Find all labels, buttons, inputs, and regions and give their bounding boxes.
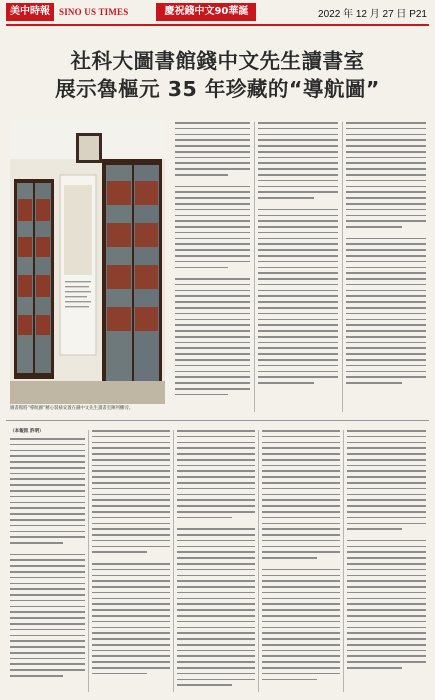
article-column-2	[258, 122, 338, 388]
column-divider	[254, 122, 255, 412]
article-column-5	[92, 430, 170, 679]
article-byline: （本報訊 許明）	[10, 429, 44, 434]
column-divider	[258, 430, 259, 692]
publication-name-english: SINO US TIMES	[59, 7, 129, 17]
masthead-divider	[6, 24, 429, 26]
publication-logo: 美中時報	[6, 3, 54, 21]
column-divider	[342, 122, 343, 412]
masthead	[0, 0, 435, 24]
column-divider	[173, 430, 174, 692]
article-column-3	[346, 122, 426, 388]
article-column-6	[177, 430, 255, 690]
section-title: 慶祝錢中文90華誕	[156, 3, 256, 21]
article-column-7	[262, 430, 340, 684]
section-divider	[6, 420, 429, 421]
date-page-number: 2022 年 12 月 27 日 P21	[318, 9, 427, 20]
reading-room-photo	[10, 119, 165, 404]
column-divider	[343, 430, 344, 692]
article-column-8	[347, 430, 426, 673]
photo-caption: 圖書館將“導航圖”精心裝裱安置在錢中文先生讀書室陳列櫃旁。	[10, 406, 134, 411]
article-column-4	[10, 438, 85, 681]
headline-line-2: 展示魯樞元 35 年珍藏的“導航圖”	[55, 77, 380, 101]
article-column-1	[175, 122, 250, 400]
headline-line-1: 社科大圖書館錢中文先生讀書室	[70, 49, 365, 73]
column-divider	[88, 430, 89, 692]
